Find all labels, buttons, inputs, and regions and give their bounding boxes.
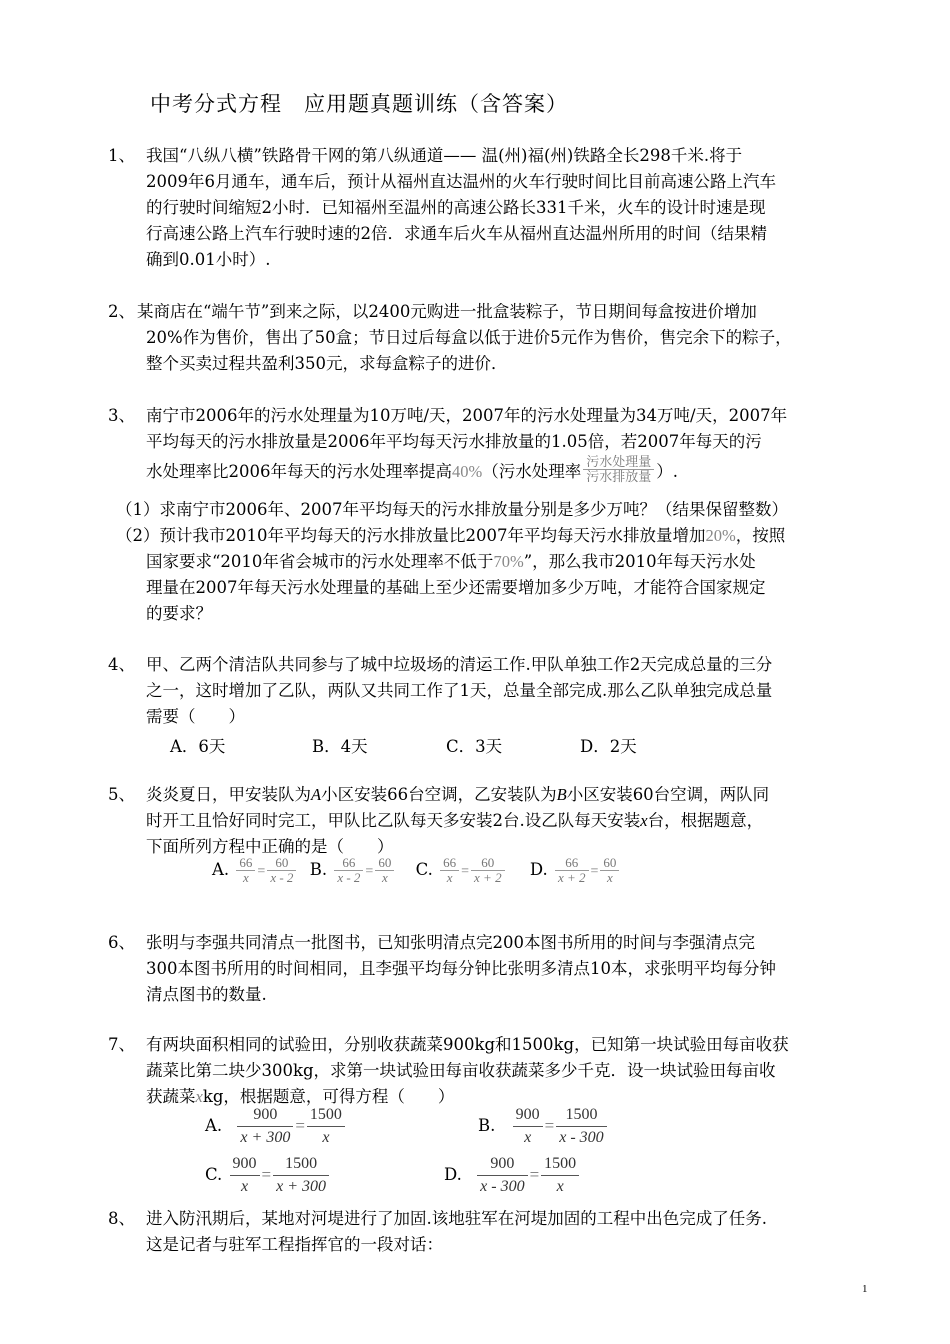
q5-var-x: x — [640, 811, 648, 830]
q3-line-3-text-b: （污水处理率 — [482, 462, 582, 481]
q5-line-1-text-b: 小区安装66台空调，乙安装队为 — [321, 785, 557, 804]
q5-d-right-fraction — [600, 856, 619, 885]
q5-b-right-fraction — [375, 856, 394, 885]
q5-d-equals: = — [590, 864, 599, 879]
q7-c-right-num: 1500 — [273, 1153, 329, 1176]
q3-line-1: 南宁市2006年的污水处理量为10万吨/天，2007年的污水处理量为34万吨/天，2007年 — [146, 406, 788, 425]
q5-option-b-label: B. — [309, 860, 328, 879]
q5-c-right-fraction — [471, 856, 505, 885]
q3-frac-denominator: 污水排放量 — [586, 469, 652, 484]
q5-var-b: B — [556, 785, 567, 804]
q3-percent-20: 20% — [705, 526, 736, 545]
q2-line-2: 20%作为售价，售出了50盒；节日过后每盒以低于进价5元作为售价，售完余下的粽子， — [146, 328, 792, 347]
q7-option-a-label: A. — [205, 1116, 223, 1135]
q5-option-c-label: C. — [415, 860, 433, 879]
q5-a-right-num: 60 — [267, 856, 296, 871]
q3-frac-numerator: 污水处理量 — [583, 455, 654, 470]
q3-sub-2-l2-text-a: 国家要求“2010年省会城市的污水处理率不低于 — [146, 552, 494, 571]
q7-c-right-fraction — [273, 1153, 329, 1198]
q7-c-left-den: x — [240, 1178, 249, 1195]
q3-sub-2-text-a: （2）预计我市2010年平均每天的污水排放量比2007年平均每天污水排放量增加 — [116, 526, 706, 545]
q3-line-3-text-a: 水处理率比2006年每天的污水处理率提高 — [146, 462, 452, 481]
q5-options-row — [212, 856, 621, 885]
q5-d-left-fraction — [555, 856, 589, 885]
q7-option-a — [205, 1104, 347, 1149]
q6-number: 6、 — [108, 933, 135, 952]
q8-line-2: 这是记者与驻军工程指挥官的一段对话： — [146, 1235, 443, 1254]
q7-b-right-num: 1500 — [556, 1104, 606, 1127]
q6-line-2: 300本图书所用的时间相同，且李强平均每分钟比张明多清点10本，求张明平均每分钟 — [146, 959, 776, 978]
q7-c-left-num: 900 — [230, 1153, 260, 1176]
q3-sub-2-line-4: 的要求？ — [146, 604, 212, 623]
q7-option-c-label: C. — [205, 1165, 223, 1184]
q5-d-right-num: 60 — [600, 856, 619, 871]
q7-a-left-fraction — [237, 1104, 293, 1149]
q7-a-left-den: x + 300 — [240, 1129, 291, 1146]
q5-a-left-den: x — [243, 870, 249, 885]
q7-a-equals: = — [295, 1116, 305, 1135]
q7-d-equals: = — [529, 1165, 540, 1184]
q3-sub-2-text-b: ，按照 — [735, 526, 786, 545]
q7-d-right-fraction — [541, 1153, 579, 1198]
q5-line-2-text-b: 台，根据题意， — [647, 811, 764, 830]
q1-line-2: 2009年6月通车，通车后，预计从福州直达温州的火车行驶时间比目前高速公路上汽车 — [146, 172, 776, 191]
q5-c-left-den: x — [446, 870, 453, 885]
q2-line-3: 整个买卖过程共盈利350元，求每盒粽子的进价． — [146, 354, 508, 373]
q7-option-c — [205, 1153, 331, 1198]
q5-line-1-text-c: 小区安装60台空调，两队同 — [566, 785, 770, 804]
q7-option-d — [444, 1153, 581, 1198]
q5-c-left-fraction — [440, 856, 459, 885]
q5-option-b — [309, 855, 402, 885]
q7-line-3-text-a: 获蔬菜 — [146, 1087, 196, 1106]
q7-b-right-fraction — [556, 1104, 606, 1149]
q5-option-a-label: A. — [212, 860, 230, 879]
q3-percent-40: 40% — [452, 462, 483, 481]
q8-line-1: 进入防汛期后，某地对河堤进行了加固.该地驻军在河堤加固的工程中出色完成了任务. — [146, 1209, 767, 1228]
q6-line-3: 清点图书的数量. — [146, 985, 267, 1004]
q5-line-3: 下面所列方程中正确的是（ ） — [146, 837, 394, 856]
q5-line-1 — [146, 782, 769, 808]
q5-a-left-fraction — [236, 856, 255, 885]
q5-var-a: A — [311, 785, 322, 804]
q5-b-left-fraction — [334, 856, 363, 885]
q4-option-a: A．6天 — [170, 737, 226, 756]
q7-b-right-den: x - 300 — [559, 1129, 604, 1146]
q7-a-right-num: 1500 — [307, 1104, 345, 1127]
q5-b-left-den: x - 2 — [337, 870, 361, 885]
q5-a-right-fraction — [267, 856, 296, 885]
q7-a-right-fraction — [307, 1104, 345, 1149]
q1-line-3: 的行驶时间缩短2小时．已知福州至温州的高速公路长331千米，火车的设计时速是现 — [146, 198, 766, 217]
q7-b-left-num: 900 — [513, 1104, 543, 1127]
q5-line-1-text-a: 炎炎夏日，甲安装队为 — [146, 785, 311, 804]
q5-option-a — [212, 855, 304, 885]
q7-option-d-label: D. — [444, 1165, 462, 1184]
q7-a-right-den: x — [322, 1129, 330, 1146]
q5-b-right-den: x — [381, 870, 388, 885]
q5-c-right-den: x + 2 — [474, 870, 502, 885]
q7-d-left-den: x - 300 — [480, 1178, 525, 1195]
q3-sub-2-line-2 — [146, 549, 756, 575]
q7-var-x: x — [195, 1087, 203, 1106]
q5-c-right-num: 60 — [471, 856, 505, 871]
q5-a-right-den: x - 2 — [270, 870, 294, 885]
q3-percent-70: 70% — [493, 552, 524, 571]
q3-line-3-text-c: ）. — [656, 462, 679, 481]
q1-number: 1、 — [108, 146, 135, 165]
q5-b-left-num: 66 — [334, 856, 363, 871]
q3-line-3 — [146, 454, 679, 487]
q7-line-3-text-b: kg，根据题意，可得方程（ ） — [202, 1087, 455, 1106]
q7-option-b-label: B. — [478, 1116, 496, 1135]
q5-number: 5、 — [108, 785, 135, 804]
q5-a-equals: = — [257, 864, 266, 879]
q7-line-2: 蔬菜比第二块少300kg，求第一块试验田每亩收获蔬菜多少千克．设一块试验田每亩收 — [146, 1061, 776, 1080]
q4-number: 4、 — [108, 655, 135, 674]
q5-c-left-num: 66 — [440, 856, 459, 871]
q3-line-2: 平均每天的污水排放量是2006年平均每天污水排放量的1.05倍，若2007年每天的污 — [146, 432, 762, 451]
q1-line-1: 我国“八纵八横”铁路骨干网的第八纵通道—— 温(州)福(州)铁路全长298千米.将于 — [146, 146, 743, 165]
q2-number: 2、 — [108, 302, 135, 321]
q7-c-left-fraction — [230, 1153, 260, 1198]
q5-option-d — [529, 855, 622, 885]
q7-c-right-den: x + 300 — [276, 1178, 327, 1195]
q2-line-1: 某商店在“端午节”到来之际，以2400元购进一批盒装粽子，节日期间每盒按进价增加 — [137, 302, 757, 321]
q3-number: 3、 — [108, 406, 135, 425]
q5-option-d-label: D. — [529, 860, 548, 879]
q3-sub-2-l2-text-b: ”，那么我市2010年每天污水处 — [523, 552, 756, 571]
q5-line-2-text-a: 时开工且恰好同时完工，甲队比乙队每天多安装2台.设乙队每天安装 — [146, 811, 641, 830]
q7-d-right-den: x — [556, 1178, 564, 1195]
q7-b-left-fraction — [513, 1104, 543, 1149]
q7-c-equals: = — [261, 1165, 272, 1184]
q5-option-c — [415, 855, 512, 885]
q3-rate-fraction — [583, 455, 654, 484]
q7-a-left-num: 900 — [237, 1104, 293, 1127]
page-number: 1 — [862, 1283, 868, 1295]
q5-d-left-den: x + 2 — [557, 870, 586, 885]
q7-b-left-den: x — [524, 1129, 532, 1146]
q1-line-5: 确到0.01小时）. — [146, 250, 271, 269]
q7-b-equals: = — [544, 1116, 555, 1135]
q5-line-2 — [146, 808, 763, 834]
q5-d-left-num: 66 — [555, 856, 589, 871]
q7-d-right-num: 1500 — [541, 1153, 579, 1176]
q7-number: 7、 — [108, 1035, 135, 1054]
q7-d-left-fraction — [477, 1153, 527, 1198]
q5-c-equals: = — [461, 864, 470, 879]
q8-number: 8、 — [108, 1209, 135, 1228]
q1-line-4: 行高速公路上汽车行驶时速的2倍．求通车后火车从福州直达温州所用的时间（结果精 — [146, 224, 767, 243]
q7-option-b — [478, 1104, 609, 1149]
q5-d-right-den: x — [607, 870, 613, 885]
q4-line-1: 甲、乙两个清洁队共同参与了城中垃圾场的清运工作.甲队单独工作2天完成总量的三分 — [146, 655, 773, 674]
q5-b-equals: = — [365, 864, 374, 879]
q5-b-right-num: 60 — [375, 856, 394, 871]
q4-line-3: 需要（ ） — [146, 707, 245, 726]
q7-line-1: 有两块面积相同的试验田，分别收获蔬菜900kg和1500kg，已知第一块试验田每亩收获 — [146, 1035, 789, 1054]
q4-option-b: B．4天 — [312, 737, 368, 756]
q4-line-2: 之一，这时增加了乙队，两队又共同工作了1天，总量全部完成.那么乙队单独完成总量 — [146, 681, 773, 700]
q3-sub-1: （1）求南宁市2006年、2007年平均每天的污水排放量分别是多少万吨？（结果保留整数） — [116, 500, 788, 519]
page-title: 中考分式方程 应用题真题训练（含答案） — [150, 92, 568, 116]
q7-d-left-num: 900 — [477, 1153, 527, 1176]
q3-sub-2-line-1 — [116, 523, 785, 549]
q3-sub-2-line-3: 理量在2007年每天污水处理量的基础上至少还需要增加多少万吨，才能符合国家规定 — [146, 578, 766, 597]
q4-option-d: D．2天 — [580, 737, 637, 756]
q4-option-c: C．3天 — [446, 737, 503, 756]
q6-line-1: 张明与李强共同清点一批图书，已知张明清点完200本图书所用的时间与李强清点完 — [146, 933, 755, 952]
q5-a-left-num: 66 — [236, 856, 255, 871]
